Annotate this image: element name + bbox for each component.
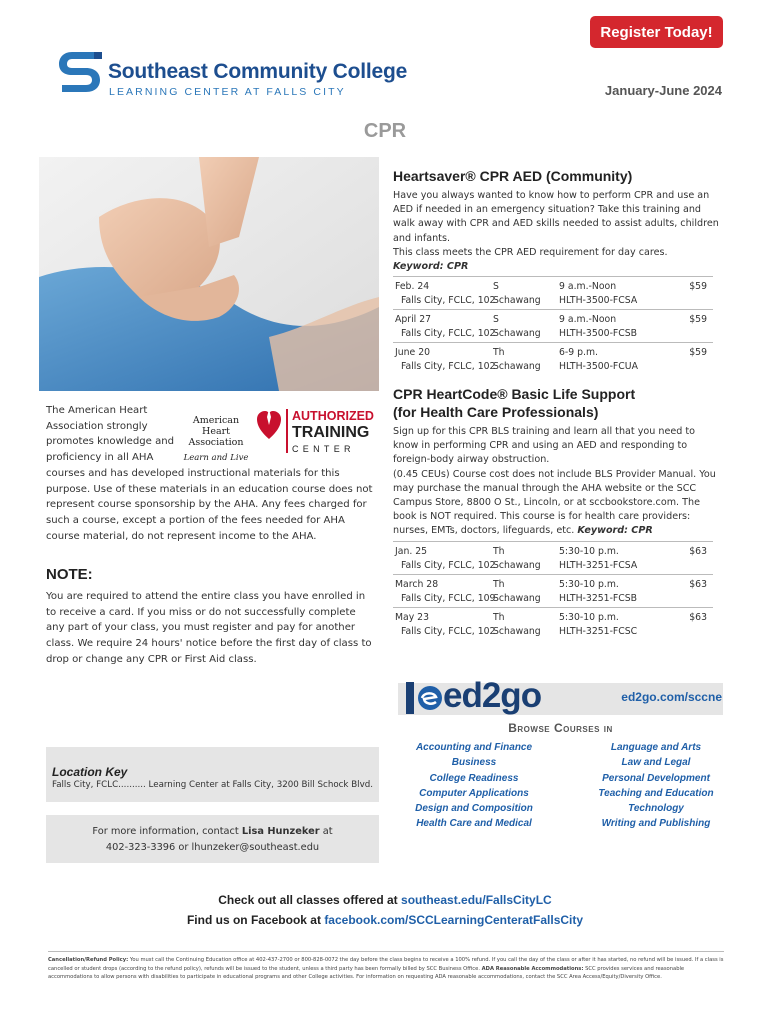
contact-details: 402-323-3396 or lhunzeker@southeast.edu bbox=[105, 842, 320, 853]
course-heartsaver bbox=[393, 167, 723, 375]
college-subtitle: LEARNING CENTER AT FALLS CITY bbox=[109, 86, 346, 98]
list-item[interactable]: Writing and Publishing bbox=[601, 818, 711, 830]
course-bls bbox=[393, 385, 723, 640]
table-row: Feb. 24 Falls City, FCLC, 102 S Schawang 9 a.m.-Noon HLTH-3500-FCSA $59 bbox=[393, 276, 713, 309]
location-key-body: Falls City, FCLC.......... Learning Center at Falls City, 3200 Bill Schock Blvd. bbox=[52, 780, 373, 790]
course-categories-right bbox=[582, 740, 730, 832]
cpr-photo bbox=[39, 157, 379, 391]
course-description: Sign up for this CPR BLS training and learn all that you need to know in performing CPR and using an AED and responding to foreign-body airway obstruction. bbox=[393, 426, 696, 466]
list-item[interactable]: Accounting and Finance bbox=[415, 742, 533, 753]
ed2go-logo-icon bbox=[406, 678, 442, 718]
course-description-2: (0.45 CEUs) Course cost does not include BLS Provider Manual. You may purchase the manual through the AHA website or the SCC Campus Store, 8800 O St., Lincoln, or at sccbookstore.com. The book is NOT required. This course is for health care providers: nurses, EMTs, doctors, lifeguards, etc. Keyword: CPR bbox=[393, 468, 716, 537]
note-heading: NOTE: bbox=[46, 566, 93, 583]
list-item[interactable]: Teaching and Education bbox=[598, 787, 714, 799]
table-row: April 27 Falls City, FCLC, 102 S Schawang 9 a.m.-Noon HLTH-3500-FCSB $59 bbox=[393, 309, 713, 342]
list-item[interactable]: Language and Arts bbox=[610, 742, 702, 753]
table-row: March 28 Falls City, FCLC, 109 Th Schawang 5:30-10 p.m. HLTH-3251-FCSB $63 bbox=[393, 574, 713, 607]
footer-facebook-line: Find us on Facebook at facebook.com/SCCLearningCenteratFallsCity bbox=[186, 913, 584, 927]
footer-classes-line: Check out all classes offered at southeast.edu/FallsCityLC bbox=[218, 893, 552, 907]
course-description: Have you always wanted to know how to perform CPR and use an AED if needed in an emergency situation? Take this training and walk away with CPR and AED skills needed to assist adults, children and infants. bbox=[393, 190, 719, 244]
list-item[interactable]: Personal Development bbox=[602, 772, 710, 784]
course-description-2: This class meets the CPR AED requirement for day cares. bbox=[393, 246, 668, 258]
table-row: Jan. 25 Falls City, FCLC, 102 Th Schawang 5:30-10 p.m. HLTH-3251-FCSA $63 bbox=[393, 541, 713, 574]
schedule-table bbox=[393, 541, 713, 640]
register-button[interactable]: Register Today! bbox=[590, 16, 723, 48]
list-item[interactable]: College Readiness bbox=[429, 772, 519, 784]
list-item[interactable]: Law and Legal bbox=[621, 757, 691, 769]
schedule-table bbox=[393, 276, 713, 375]
ed2go-wordmark: ed2go bbox=[443, 676, 542, 715]
location-key-heading: Location Key bbox=[52, 765, 128, 779]
course-keyword: Keyword: CPR bbox=[577, 525, 653, 537]
course-title-line1: CPR HeartCode® Basic Life Support bbox=[393, 386, 636, 402]
list-item[interactable]: Business bbox=[451, 757, 497, 769]
term-label: January-June 2024 bbox=[604, 83, 722, 98]
aha-authorized-logo: American Heart Association Learn and Live AUTHORIZED TRAINING CENTER bbox=[178, 403, 374, 457]
footer-facebook-link[interactable]: facebook.com/SCCLearningCenteratFallsCity bbox=[324, 913, 584, 927]
refund-policy: Cancellation/Refund Policy: You must call the Continuing Education office at 402-437-2700 or 800-828-0072 the day before the class begins to receive a 100% refund. If you call the day of the class or after it has started, no refund will be issued. If a class is cancelled or student drops (according to the refund policy), refunds will be issued to the student, unless a third party has been formally billed by SCC Business Office. ADA Reasonable Accommodations: SCC provides services and reasonable accommodations to allow persons with disabilities to participate in educational programs and other College activities. For information on requesting ADA reasonable accommodations, contact the SCC Area Access/Equity/Diversity Office. bbox=[48, 951, 724, 982]
list-item[interactable]: Health Care and Medical bbox=[416, 818, 532, 830]
aha-disclaimer: The American Heart Association strongly promotes knowledge and proficiency in all AHA courses and has developed instructional materials for this purpose. Use of these materials in an education course does not represent course sponsorship by the AHA. Any fees charged for such a course, except a portion of the fees needed for AHA course material, do not represent income to the AHA. bbox=[46, 405, 373, 542]
list-item[interactable]: Technology bbox=[628, 803, 684, 815]
heart-torch-icon bbox=[256, 407, 282, 441]
scc-logo-icon bbox=[54, 46, 104, 98]
course-title-line2: (for Health Care Professionals) bbox=[393, 404, 599, 420]
note-body: You are required to attend the entire class you have enrolled in to receive a card. If you miss or do not successfully complete any part of your class, you must register and pay for another class. We require 24 hours' notice before the first day of class to drop or change any CPR or First Aid class. bbox=[46, 591, 372, 665]
list-item[interactable]: Design and Composition bbox=[415, 803, 533, 815]
list-item[interactable]: Computer Applications bbox=[419, 787, 529, 799]
ed2go-link[interactable]: ed2go.com/sccne bbox=[621, 690, 722, 704]
footer-classes-link[interactable]: southeast.edu/FallsCityLC bbox=[401, 893, 552, 907]
course-categories-left bbox=[400, 740, 548, 832]
college-name: Southeast Community College bbox=[108, 60, 408, 83]
browse-heading: Browse Courses in bbox=[508, 721, 613, 735]
contact-box: For more information, contact Lisa Hunzeker at 402-323-3396 or lhunzeker@southeast.edu bbox=[46, 815, 379, 863]
table-row: June 20 Falls City, FCLC, 102 Th Schawang 6-9 p.m. HLTH-3500-FCUA $59 bbox=[393, 342, 713, 375]
table-row: May 23 Falls City, FCLC, 102 Th Schawang 5:30-10 p.m. HLTH-3251-FCSC $63 bbox=[393, 607, 713, 640]
contact-name: Lisa Hunzeker bbox=[241, 826, 320, 837]
section-title: CPR bbox=[363, 120, 407, 142]
course-title: Heartsaver® CPR AED (Community) bbox=[393, 168, 633, 184]
course-keyword: Keyword: CPR bbox=[393, 261, 469, 273]
